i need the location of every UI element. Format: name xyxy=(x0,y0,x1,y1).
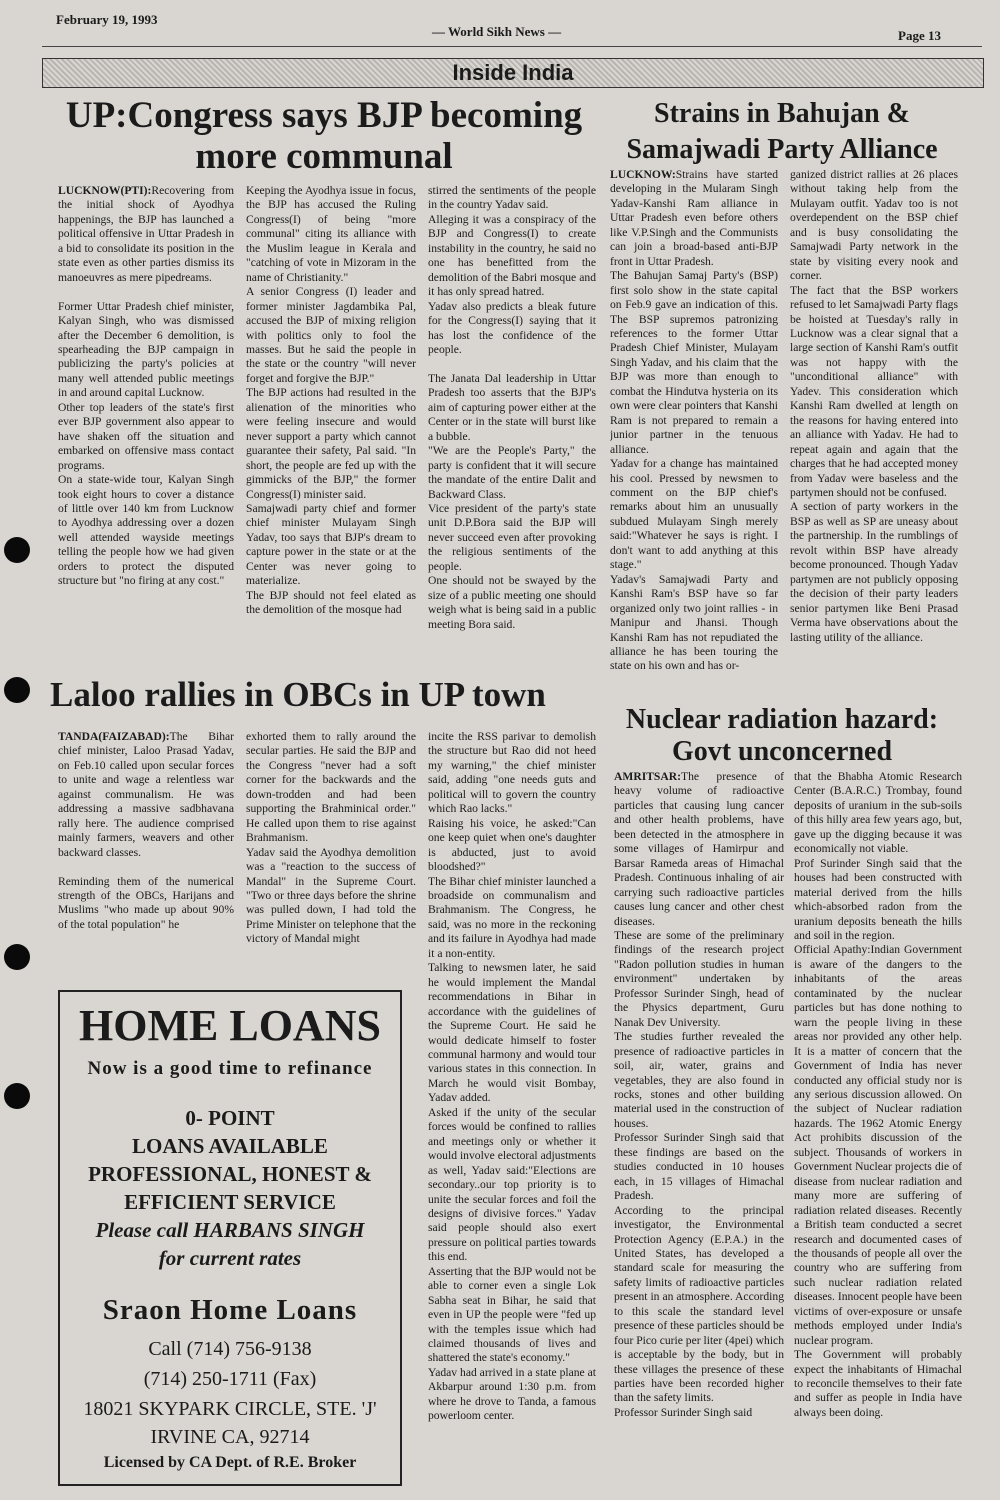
laloo-article-col-2: exhorted them to rally around the secular parties. He said the BJP and the Congress "never had a soft corner for the backwards and the down-trodden and had been supporting the Brahminical order." He called upon them to rise against Brahmanism. Yadav said the Ayodhya demolition was a "reaction to the success of Mandal" in the Supreme Court. "Two or three days before the shrine was pulled down, I had told the Prime Minister on telephone that the victory of Mandal might xyxy=(246,730,416,946)
ad-line: for current rates xyxy=(158,1246,302,1270)
ad-line: 0- POINT xyxy=(185,1106,275,1130)
paper-name: — World Sikh News — xyxy=(432,24,562,39)
ad-line: EFFICIENT SERVICE xyxy=(124,1190,336,1214)
article-text: Strains have started developing in the Mularam Singh Yadav-Kanshi Ram alliance in Uttar Pradesh even before others like V.P.Singh and the Communists can join a broad-based anti-BJP front in Uttar Pradesh. The Bahujan Samaj Party's (BSP) first solo show in the state capital on Feb.9 gave an indication of this. The BSP supremos patronizing references to the former Uttar Pradesh Chief Minister, Mulayam Singh Yadav, and his claim that the BJP was more than enough to combat the Hindutva hysteria on its own were clear pointers that Kanshi Ram is not prepared to remain a junior partner in the tenuous alliance. Yadav for a change has maintained his cool. Pressed by newsmen to comment on the BJP chief's remarks about him an unusually subdued Mulayam Singh merely said:"Whatever he says is right. I don't want to add anything at this stage." Yadav's Samajwadi Party and Kanshi Ram's BSP have so far organized only two joint rallies - in Manipur and Jhansi. Though Kanshi Ram has not repudiated the alliance he has been touring the state on his own and has or- xyxy=(610,168,778,673)
headline-line: UP:Congress says BJP becoming xyxy=(65,95,583,136)
ad-tagline: Now is a good time to refinance xyxy=(87,1058,373,1079)
binder-hole xyxy=(4,944,30,970)
ad-line: PROFESSIONAL, HONEST & xyxy=(88,1162,372,1186)
dateline: LUCKNOW: xyxy=(610,168,676,181)
headline-line: more communal xyxy=(195,135,453,177)
headline-nuclear xyxy=(606,704,958,768)
headline-line: Strains in Bahujan & xyxy=(654,98,910,129)
binder-hole xyxy=(4,537,30,563)
headline-line: Govt unconcerned xyxy=(671,736,893,767)
article-text: The Bihar chief minister, Laloo Prasad Yadav, on Feb.10 called upon secular forces to unite and wage a relentless war against communalism. He was addressing a massive sadbhavana rally here. The audience comprised mainly farmers, weavers and other backward classes. Reminding them of the numerical strength of the OBCs, Harijans and Muslims "who made up about 90% of the total population" he xyxy=(58,730,234,931)
laloo-article-col-1 xyxy=(58,730,234,960)
headline-laloo: Laloo rallies in OBCs in UP town xyxy=(50,675,546,714)
ad-fax: (714) 250-1711 (Fax) xyxy=(143,1368,317,1390)
headline-strains xyxy=(606,96,958,168)
ad-license: Licensed by CA Dept. of R.E. Broker xyxy=(103,1454,357,1471)
ad-title: HOME LOANS xyxy=(79,1001,381,1050)
binder-hole xyxy=(4,1083,30,1109)
strains-article-col-2: ganized district rallies at 26 places without taking help from the Mulayam outfit. Yadav too is not overdependent on the BSP chief and is busy consolidating the Samajwadi Party network in the state by visiting every nook and corner. The fact that the BSP workers refused to let Samajwadi Party flags be hoisted at Tuesday's rally in Lucknow was a clear signal that a large section of Kanshi Ram's outfit was not happy with the "unconditional alliance" with Yadev. This consideration which Kanshi Ram dwelled at length on the reasons for having entered into an alliance with Yadav. He had to repeat again and again that the charges that he had accepted money from Yadav were baseless and the partymen should not be confused. A section of party workers in the BSP as well as SP are uneasy about the partnership. In the rumblings of revolt within BSP have already become pronounced. Though Yadav partymen are not publicly opposing the decision of their party leaders senior partymen like Beni Prasad Verma have observations about the lasting utility of the alliance. xyxy=(790,168,958,644)
nuclear-article-col-1 xyxy=(614,770,784,1486)
binder-hole xyxy=(4,677,30,703)
ad-line: LOANS AVAILABLE xyxy=(132,1134,328,1158)
up-article-col-3: stirred the sentiments of the people in the country Yadav said. Alleging it was a conspiracy of the BJP and Congress(I) to create instability in the country, he said no one has benefitted from the demolition of the Babri mosque and it has only spread hatred. Yadav also predicts a bleak future for the Congress(I) saying that it has lost the confidence of the people. The Janata Dal leadership in Uttar Pradesh too asserts that the BJP's aim of capturing power either at the Center or in the state will burst like a bubble. "We are the People's Party," the party is confident that it will secure the mandate of the entire Dalit and Backward Class. Vice president of the party's state unit D.P.Bora said the BJP will never succeed even after provoking the religious sentiments of the people. One should not be swayed by the size of a public meeting one should weigh what is being said in a public meeting Bora said. xyxy=(428,184,596,631)
page-number: Page 13 xyxy=(898,28,941,43)
up-article-col-1 xyxy=(58,184,234,662)
ad-company: Sraon Home Loans xyxy=(102,1294,358,1326)
ad-address: 18021 SKYPARK CIRCLE, STE. 'J' xyxy=(83,1398,377,1420)
headline-up-congress xyxy=(50,96,598,177)
article-text: The presence of heavy volume of radioactive particles that causing lung cancer and other health problems, have been detected in the atmosphere in some villages of Hamirpur and Barsar Rameda areas of Himachal Pradesh. Continuous inhaling of air carrying such radioactive particles causes lung cancer and other chest diseases. These are some of the preliminary findings of the research project "Radon pollution studies in human environment" undertaken by Professor Surinder Singh, head of the Physics department, Guru Nanak Dev University. The studies further revealed the presence of radioactive particles in soil, air, water, grains and vegetables, they are also found in rocks, stones and other building material used in the construction of houses. Professor Surinder Singh said that these findings are based on the studies conducted in 10 houses each, in 15 villages of Himachal Pradesh. According to the principal investigator, the Environmental Protection Agency (E.P.A.) in the United States, has developed a standard scale for measuring the safety limits of radioactive particles present in an atmosphere. According to this scale the standard level presence of these particles should be four Pico curie per liter (4pei) which is acceptable by the body, but in these villages the presence of these parties have been recorded higher than the safety limits. Professor Surinder Singh said xyxy=(614,770,784,1419)
dateline: LUCKNOW(PTI): xyxy=(58,184,152,197)
ad-address: IRVINE CA, 92714 xyxy=(150,1426,310,1448)
ad-phone: Call (714) 756-9138 xyxy=(148,1338,312,1360)
strains-article-col-1 xyxy=(610,168,778,698)
header-rule xyxy=(42,46,982,47)
dateline: TANDA(FAIZABAD): xyxy=(58,730,170,743)
dateline: AMRITSAR: xyxy=(614,770,681,783)
up-article-col-2: Keeping the Ayodhya issue in focus, the BJP has accused the Ruling Congress(I) of being "more communal" citing its alliance with the Muslim league in Kerala and "catching of vote in Mizoram in the name of Christianity." A senior Congress (I) leader and former minister Jagdambika Pal, accused the BJP of mixing religion with politics only to fool the masses. But he said the people in the state or the country "will never forget and forgive the BJP." The BJP actions had resulted in the alienation of the minorities who were feeling insecure and would never support a party which cannot guarantee their safety, Pal said. "In short, the people are fed up with the gimmicks of the BJP," the former Congress(I) minister said. Samajwadi party chief and former chief minister Mulayam Singh Yadav, too says that BJP's dream to capture power in the state or at the Center was never going to materialize. The BJP should not feel elated as the demolition of the mosque had xyxy=(246,184,416,617)
laloo-article-col-3: incite the RSS parivar to demolish the structure but Rao did not heed my warning," the chief minister said, adding "one needs guts and political will to govern the country which Rao lacks." Raising his voice, he asked:"Can one keep quiet when one's daughter is abducted, just to avoid bloodshed?" The Bihar chief minister launched a broadside on communalism and Brahmanism. The Congress, he said, was no more in the reckoning and its failure in Ayodhya had made it a non-entity. Talking to newsmen later, he said he would implement the Mandal recommendations in Bihar in accordance with the guidelines of the Supreme Court. He said he would dedicate himself to foster communal harmony and would tour various states in this connection. In March he would visit Bombay, Yadav added. Asked if the unity of the secular forces would be confined to rallies and meetings only or whether it would involve electoral adjustments as well, Yadav said:"Elections are secondary..our top priority is to unite the secular forces and foil the designs of divisive forces." Yadav said people should also exert pressure on political parties towards this end. Asserting that the BJP would not be able to corner even a single Lok Sabha seat in Bihar, he said that even in UP the people were "fed up with the temples issue which had claimed thousands of lives and shattered the state's economy." Yadav had arrived in a state plane at Akbarpur around 1:30 p.m. from where he drove to Tanda, a famous powerloom center. xyxy=(428,730,596,1423)
section-title: Inside India xyxy=(452,60,574,85)
section-banner xyxy=(42,58,984,88)
nuclear-article-col-2: that the Bhabha Atomic Research Center (B.A.R.C.) Trombay, found deposits of uranium in the sub-soils of this hilly area few years ago, but, gave up the digging because it was economically not viable. Prof Surinder Singh said that the houses had been constructed with material derived from the hills which-absorbed radon from the uranium deposits beneath the hills and soil in the region. Official Apathy:Indian Government is aware of the dangers to the inhabitants of the areas contaminated by the nuclear particles but has done nothing to warn the people living in these areas nor provided any other help. It is a matter of concern that the Government of India has never conducted any official study nor is any serious discussion allowed. On the subject of Nuclear radiation hazards. The 1962 Atomic Energy Act prohibits discussion of the subject. Thousands of workers in Government Nuclear projects die of disease from nuclear radiation and many more are suffering of radiation related diseases. Recently a British team conducted a secret research and documented cases of the thousands of people all over the country who are suffering from such nuclear radiation related diseases. Innocent people have been victims of over-exposure or unsafe methods employed under India's nuclear program. The Government will probably expect the inhabitants of Himachal to reconcile themselves to their fate and suffer as people in India have always been doing. xyxy=(794,770,962,1419)
home-loans-ad xyxy=(58,990,402,1486)
issue-date: February 19, 1993 xyxy=(56,12,158,27)
article-text: Recovering from the initial shock of Ayodhya happenings, the BJP has launched a political offensive in Uttar Pradesh in a bid to consolidate its position in the state even as other parties dismiss its manoeuvres as mere pipedreams. Former Uttar Pradesh chief minister, Kalyan Singh, who was dismissed after the December 6 demolition, is spearheading the BJP campaign in publicizing the party's policies at many well attended public meetings in and around capital Lucknow. Other top leaders of the state's first ever BJP government also appear to have shaken off the situation and embarked on offensive mass contact programs. On a state-wide tour, Kalyan Singh took eight hours to cover a distance of little over 140 km from Lucknow to Ayodhya addressing over a dozen well attended wayside meetings telling the people how we had given orders to protect the disputed structure but "no firing at any cost." xyxy=(58,184,234,588)
headline-line: Nuclear radiation hazard: xyxy=(625,704,939,735)
headline-line: Samajwadi Party Alliance xyxy=(626,134,938,165)
ad-line: Please call HARBANS SINGH xyxy=(95,1218,365,1242)
